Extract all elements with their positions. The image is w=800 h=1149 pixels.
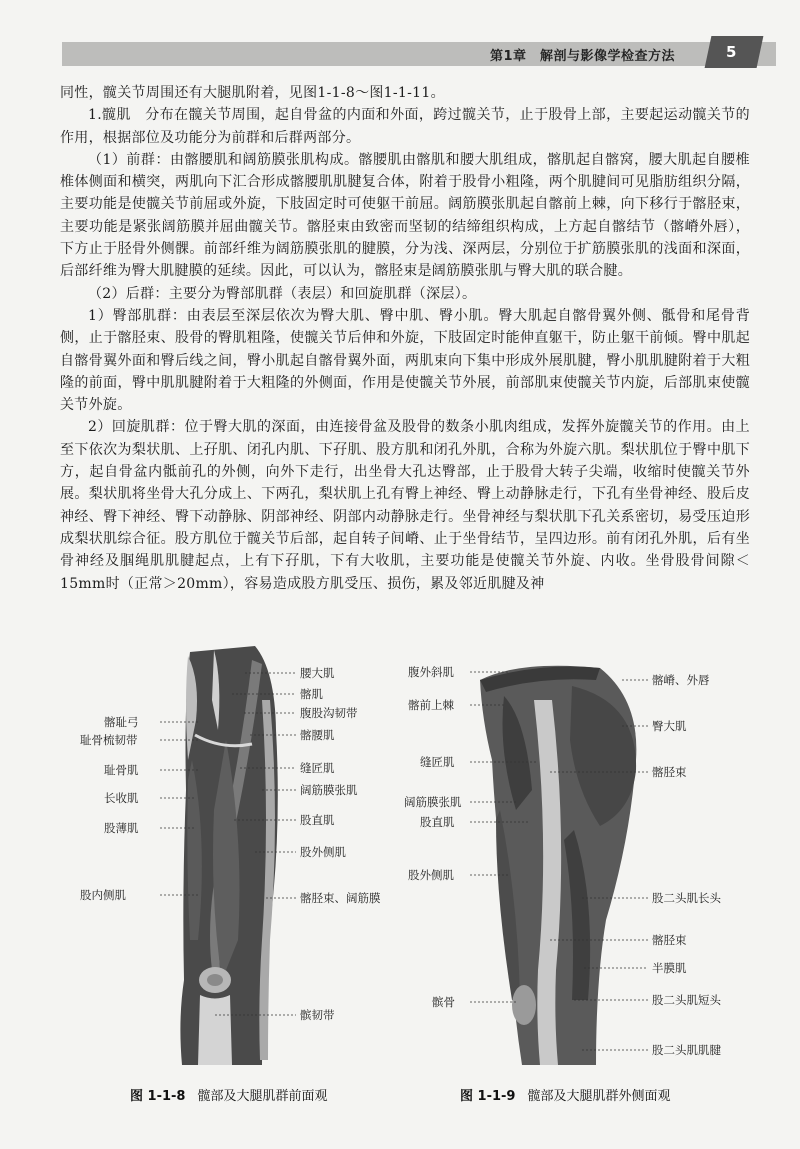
- label-inguinal-ligament: 腹股沟韧带: [300, 706, 358, 720]
- caption-text: 髋部及大腿肌群外侧面观: [527, 1089, 671, 1104]
- label-iliacus: 髂肌: [300, 687, 323, 701]
- lateral-thigh-illustration: [400, 640, 800, 1080]
- label-external-oblique: 腹外斜肌: [408, 665, 454, 679]
- paragraph: （1）前群：由髂腰肌和阔筋膜张肌构成。髂腰肌由髂肌和腰大肌组成，髂肌起自髂窝，腰大肌起自腰椎椎体侧面和横突，两肌向下汇合形成髂腰肌肌腱复合体，附着于股骨小粗隆，两个肌腱间可见脂肪组织分隔，主要功能是使髋关节前屈或外旋，下肢固定时可使躯干前屈。阔筋膜张肌起自髂前上棘，向下移行于髂胫束，主要功能是紧张阔筋膜并屈曲髋关节。髂胫束由致密而坚韧的结缔组织构成，上方起自髂结节（髂嵴外唇），下方止于胫骨外侧髁。前部纤维为阔筋膜张肌的腱膜，分为浅、深两层，分别位于扩筋膜张肌的浅面和深面，后部纤维为臀大肌腱膜的延续。因此，可以认为，髂胫束是阔筋膜张肌与臀大肌的联合腱。: [60, 151, 750, 280]
- paragraph: （2）后群：主要分为臀部肌群（表层）和回旋肌群（深层）。: [88, 285, 477, 302]
- body-text: [60, 82, 750, 595]
- label-biceps-femoris-long-head: 股二头肌长头: [652, 891, 721, 905]
- label-patella: 髌骨: [432, 995, 455, 1009]
- label-gluteus-maximus: 臀大肌: [652, 719, 687, 733]
- label-pectineal-ligament: 耻骨梳韧带: [80, 733, 138, 747]
- caption-number: 图 1-1-9: [460, 1089, 516, 1104]
- label-tensor-fasciae-latae: 阔筋膜张肌: [300, 783, 358, 797]
- label-semimembranosus: 半膜肌: [652, 961, 687, 975]
- label-iliotibial-tract: 髂胫束: [652, 765, 687, 779]
- figure-anterior-thigh: [0, 640, 400, 1080]
- label-iliopectineal-arch: 髂耻弓: [104, 715, 139, 729]
- caption-text: 髋部及大腿肌群前面观: [197, 1089, 328, 1104]
- label-pectineus: 耻骨肌: [104, 763, 139, 777]
- label-iliotibial-tract-lower: 髂胫束: [652, 933, 687, 947]
- label-iliac-crest-outer-lip: 髂嵴、外唇: [652, 673, 710, 687]
- label-iliotibial-tract: 髂胫束、阔筋膜: [300, 891, 381, 905]
- chapter-title: 第1章 解剖与影像学检查方法: [490, 49, 676, 64]
- label-vastus-lateralis: 股外侧肌: [300, 845, 346, 859]
- paragraph: 1.髋肌 分布在髋关节周围，起自骨盆的内面和外面，跨过髋关节，止于股骨上部，主要起运动髋关节的作用，根据部位及功能分为前群和后群两部分。: [60, 107, 750, 146]
- figure-caption-1: [130, 1085, 327, 1104]
- label-rectus-femoris: 股直肌: [420, 815, 455, 829]
- label-vastus-medialis: 股内侧肌: [80, 888, 126, 902]
- label-iliopsoas: 髂腰肌: [300, 728, 335, 742]
- paragraph: 同性，髋关节周围还有大腿肌附着，见图1-1-8～图1-1-11。: [60, 85, 445, 101]
- label-biceps-femoris-short-head: 股二头肌短头: [652, 993, 721, 1007]
- label-psoas-major: 腰大肌: [300, 666, 335, 680]
- label-biceps-femoris-tendon: 股二头肌肌腱: [652, 1043, 721, 1057]
- page-number: 5: [726, 43, 737, 61]
- caption-number: 图 1-1-8: [130, 1089, 186, 1104]
- label-adductor-longus: 长收肌: [104, 791, 139, 805]
- label-gracilis: 股薄肌: [104, 821, 139, 835]
- figure-caption-2: [460, 1085, 670, 1104]
- label-patellar-ligament: 髌韧带: [300, 1008, 335, 1022]
- figure-lateral-thigh: [400, 640, 800, 1080]
- label-anterior-superior-iliac-spine: 髂前上棘: [408, 698, 454, 712]
- label-vastus-lateralis: 股外侧肌: [408, 868, 454, 882]
- label-rectus-femoris: 股直肌: [300, 813, 335, 827]
- paragraph: 1）臀部肌群：由表层至深层依次为臀大肌、臀中肌、臀小肌。臀大肌起自髂骨翼外侧、骶骨和尾骨背侧，止于髂胫束、股骨的臀肌粗隆，使髋关节后伸和外旋，下肢固定时能伸直躯干，防止躯干前倾。臀中肌起自髂骨翼外面和臀后线之间，臀小肌起自髂骨翼外面，两肌束向下集中形成外展肌腱，臀小肌肌腱附着于大粗隆的前面，臀中肌肌腱附着于大粗隆的外侧面，作用是使髋关节外展，前部肌束使髋关节内旋，后部肌束使髋关节外旋。: [60, 307, 750, 414]
- label-sartorius: 缝匠肌: [420, 755, 455, 769]
- label-tensor-fasciae-latae: 阔筋膜张肌: [404, 795, 462, 809]
- paragraph: 2）回旋肌群：位于臀大肌的深面，由连接骨盆及股骨的数条小肌肉组成，发挥外旋髋关节的作用。由上至下依次为梨状肌、上孖肌、闭孔内肌、下孖肌、股方肌和闭孔外肌，合称为外旋六肌。梨状肌位于臀中肌下方，起自骨盆内骶前孔的外侧，向外下走行，出坐骨大孔达臀部，止于股骨大转子尖端，收缩时使髋关节外展。梨状肌将坐骨大孔分成上、下两孔，梨状肌上孔有臀上神经、臀上动静脉走行，下孔有坐骨神经、股后皮神经、臀下神经、臀下动静脉、阴部神经、阴部内动静脉走行。坐骨神经与梨状肌下孔关系密切，易受压迫形成梨状肌综合征。股方肌位于髋关节后部，起自转子间嵴、止于坐骨结节，呈四边形。前有闭孔外肌，后有坐骨神经及腘绳肌肌腱起点，上有下孖肌，下有大收肌，主要功能是使髋关节外旋、内收。坐骨股骨间隙＜15mm时（正常＞20mm），容易造成股方肌受压、损伤，累及邻近肌腱及神: [60, 419, 750, 592]
- label-sartorius: 缝匠肌: [300, 761, 335, 775]
